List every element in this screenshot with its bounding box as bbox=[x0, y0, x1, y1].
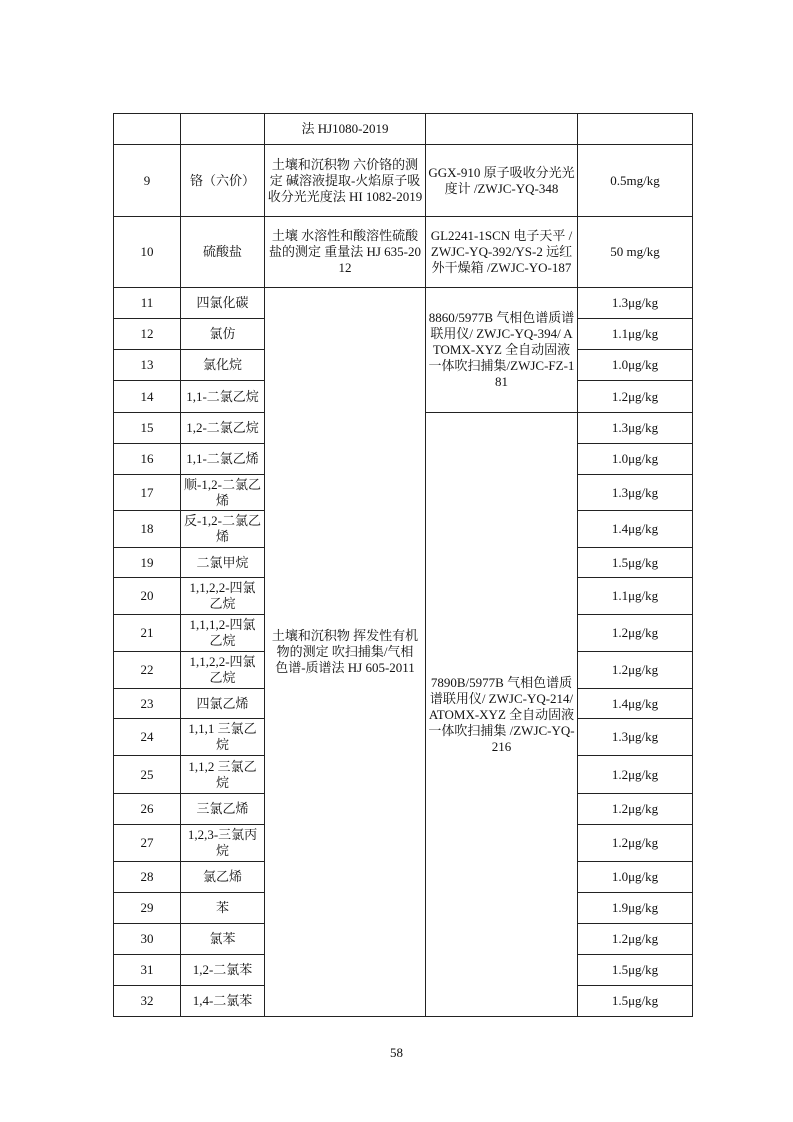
cell-no: 32 bbox=[114, 986, 181, 1017]
table-row bbox=[114, 217, 693, 288]
cell-limit: 1.9μg/kg bbox=[578, 893, 693, 924]
cell-item: 1,1,2,2-四氯乙烷 bbox=[181, 652, 265, 689]
cell-no: 27 bbox=[114, 825, 181, 862]
cell-limit: 1.2μg/kg bbox=[578, 615, 693, 652]
cell-limit: 1.4μg/kg bbox=[578, 689, 693, 719]
cell-item: 1,4-二氯苯 bbox=[181, 986, 265, 1017]
cell-item: 四氯乙烯 bbox=[181, 689, 265, 719]
cell-limit: 1.5μg/kg bbox=[578, 548, 693, 578]
cell-no: 23 bbox=[114, 689, 181, 719]
cell-no: 19 bbox=[114, 548, 181, 578]
cell-method: 土壤和沉积物 挥发性有机物的测定 吹扫捕集/气相色谱-质谱法 HJ 605-2011 bbox=[265, 288, 426, 1017]
cell-limit: 1.5μg/kg bbox=[578, 986, 693, 1017]
cell-item: 氯化烷 bbox=[181, 350, 265, 381]
cell-no: 12 bbox=[114, 319, 181, 350]
cell-limit: 1.0μg/kg bbox=[578, 862, 693, 893]
cell-limit: 1.0μg/kg bbox=[578, 350, 693, 381]
cell-limit: 1.2μg/kg bbox=[578, 381, 693, 413]
cell-no: 18 bbox=[114, 511, 181, 548]
cell-item: 反-1,2-二氯乙烯 bbox=[181, 511, 265, 548]
cell-limit: 1.2μg/kg bbox=[578, 924, 693, 955]
cell-no: 15 bbox=[114, 413, 181, 444]
cell-instrument bbox=[426, 114, 578, 145]
cell-no: 20 bbox=[114, 578, 181, 615]
cell-item: 1,1,2,2-四氯乙烷 bbox=[181, 578, 265, 615]
cell-no: 9 bbox=[114, 145, 181, 217]
cell-no: 29 bbox=[114, 893, 181, 924]
cell-item: 氯乙烯 bbox=[181, 862, 265, 893]
cell-limit bbox=[578, 114, 693, 145]
cell-method: 土壤和沉积物 六价铬的测定 碱溶液提取-火焰原子吸收分光光度法 HI 1082-2019 bbox=[265, 145, 426, 217]
table-row bbox=[114, 145, 693, 217]
cell-limit: 1.2μg/kg bbox=[578, 794, 693, 825]
cell-limit: 1.3μg/kg bbox=[578, 288, 693, 319]
cell-item bbox=[181, 114, 265, 145]
cell-limit: 0.5mg/kg bbox=[578, 145, 693, 217]
cell-item: 三氯乙烯 bbox=[181, 794, 265, 825]
cell-no: 26 bbox=[114, 794, 181, 825]
cell-instrument: GGX-910 原子吸收分光光度计 /ZWJC-YQ-348 bbox=[426, 145, 578, 217]
page-number: 58 bbox=[390, 1045, 403, 1060]
cell-no: 17 bbox=[114, 475, 181, 511]
cell-limit: 1.1μg/kg bbox=[578, 578, 693, 615]
cell-no: 25 bbox=[114, 756, 181, 794]
cell-item: 顺-1,2-二氯乙烯 bbox=[181, 475, 265, 511]
cell-no: 21 bbox=[114, 615, 181, 652]
cell-limit: 1.0μg/kg bbox=[578, 444, 693, 475]
cell-item: 1,1,2 三氯乙烷 bbox=[181, 756, 265, 794]
cell-item: 1,2-二氯乙烷 bbox=[181, 413, 265, 444]
cell-item: 四氯化碳 bbox=[181, 288, 265, 319]
cell-item: 苯 bbox=[181, 893, 265, 924]
cell-no: 13 bbox=[114, 350, 181, 381]
cell-limit: 1.3μg/kg bbox=[578, 413, 693, 444]
cell-item: 硫酸盐 bbox=[181, 217, 265, 288]
cell-item: 氯仿 bbox=[181, 319, 265, 350]
cell-item: 1,1,1 三氯乙烷 bbox=[181, 719, 265, 756]
cell-item: 1,1-二氯乙烷 bbox=[181, 381, 265, 413]
cell-no bbox=[114, 114, 181, 145]
cell-limit: 1.5μg/kg bbox=[578, 955, 693, 986]
cell-item: 1,2,3-三氯丙烷 bbox=[181, 825, 265, 862]
cell-item: 1,2-二氯苯 bbox=[181, 955, 265, 986]
cell-item: 1,1-二氯乙烯 bbox=[181, 444, 265, 475]
cell-instrument: 8860/5977B 气相色谱质谱联用仪/ ZWJC-YQ-394/ ATOMX-XYZ 全自动固液一体吹扫捕集/ZWJC-FZ-181 bbox=[426, 288, 578, 413]
cell-no: 28 bbox=[114, 862, 181, 893]
cell-no: 14 bbox=[114, 381, 181, 413]
detection-methods-table bbox=[113, 113, 693, 1017]
cell-item: 1,1,1,2-四氯乙烷 bbox=[181, 615, 265, 652]
cell-no: 24 bbox=[114, 719, 181, 756]
cell-item: 氯苯 bbox=[181, 924, 265, 955]
cell-limit: 1.2μg/kg bbox=[578, 652, 693, 689]
cell-no: 16 bbox=[114, 444, 181, 475]
cell-no: 31 bbox=[114, 955, 181, 986]
cell-limit: 1.2μg/kg bbox=[578, 756, 693, 794]
table-row bbox=[114, 288, 693, 319]
cell-item: 铬（六价） bbox=[181, 145, 265, 217]
cell-limit: 1.1μg/kg bbox=[578, 319, 693, 350]
cell-instrument: 7890B/5977B 气相色谱质谱联用仪/ ZWJC-YQ-214/ ATOMX-XYZ 全自动固液一体吹扫捕集 /ZWJC-YQ-216 bbox=[426, 413, 578, 1017]
cell-method: 土壤 水溶性和酸溶性硫酸盐的测定 重量法 HJ 635-2012 bbox=[265, 217, 426, 288]
cell-limit: 50 mg/kg bbox=[578, 217, 693, 288]
cell-limit: 1.4μg/kg bbox=[578, 511, 693, 548]
cell-no: 22 bbox=[114, 652, 181, 689]
cell-limit: 1.3μg/kg bbox=[578, 475, 693, 511]
cell-no: 10 bbox=[114, 217, 181, 288]
table-row bbox=[114, 114, 693, 145]
cell-limit: 1.2μg/kg bbox=[578, 825, 693, 862]
cell-method: 法 HJ1080-2019 bbox=[265, 114, 426, 145]
cell-instrument: GL2241-1SCN 电子天平 /ZWJC-YQ-392/YS-2 远红外干燥箱 /ZWJC-YO-187 bbox=[426, 217, 578, 288]
cell-no: 30 bbox=[114, 924, 181, 955]
cell-item: 二氯甲烷 bbox=[181, 548, 265, 578]
cell-no: 11 bbox=[114, 288, 181, 319]
cell-limit: 1.3μg/kg bbox=[578, 719, 693, 756]
